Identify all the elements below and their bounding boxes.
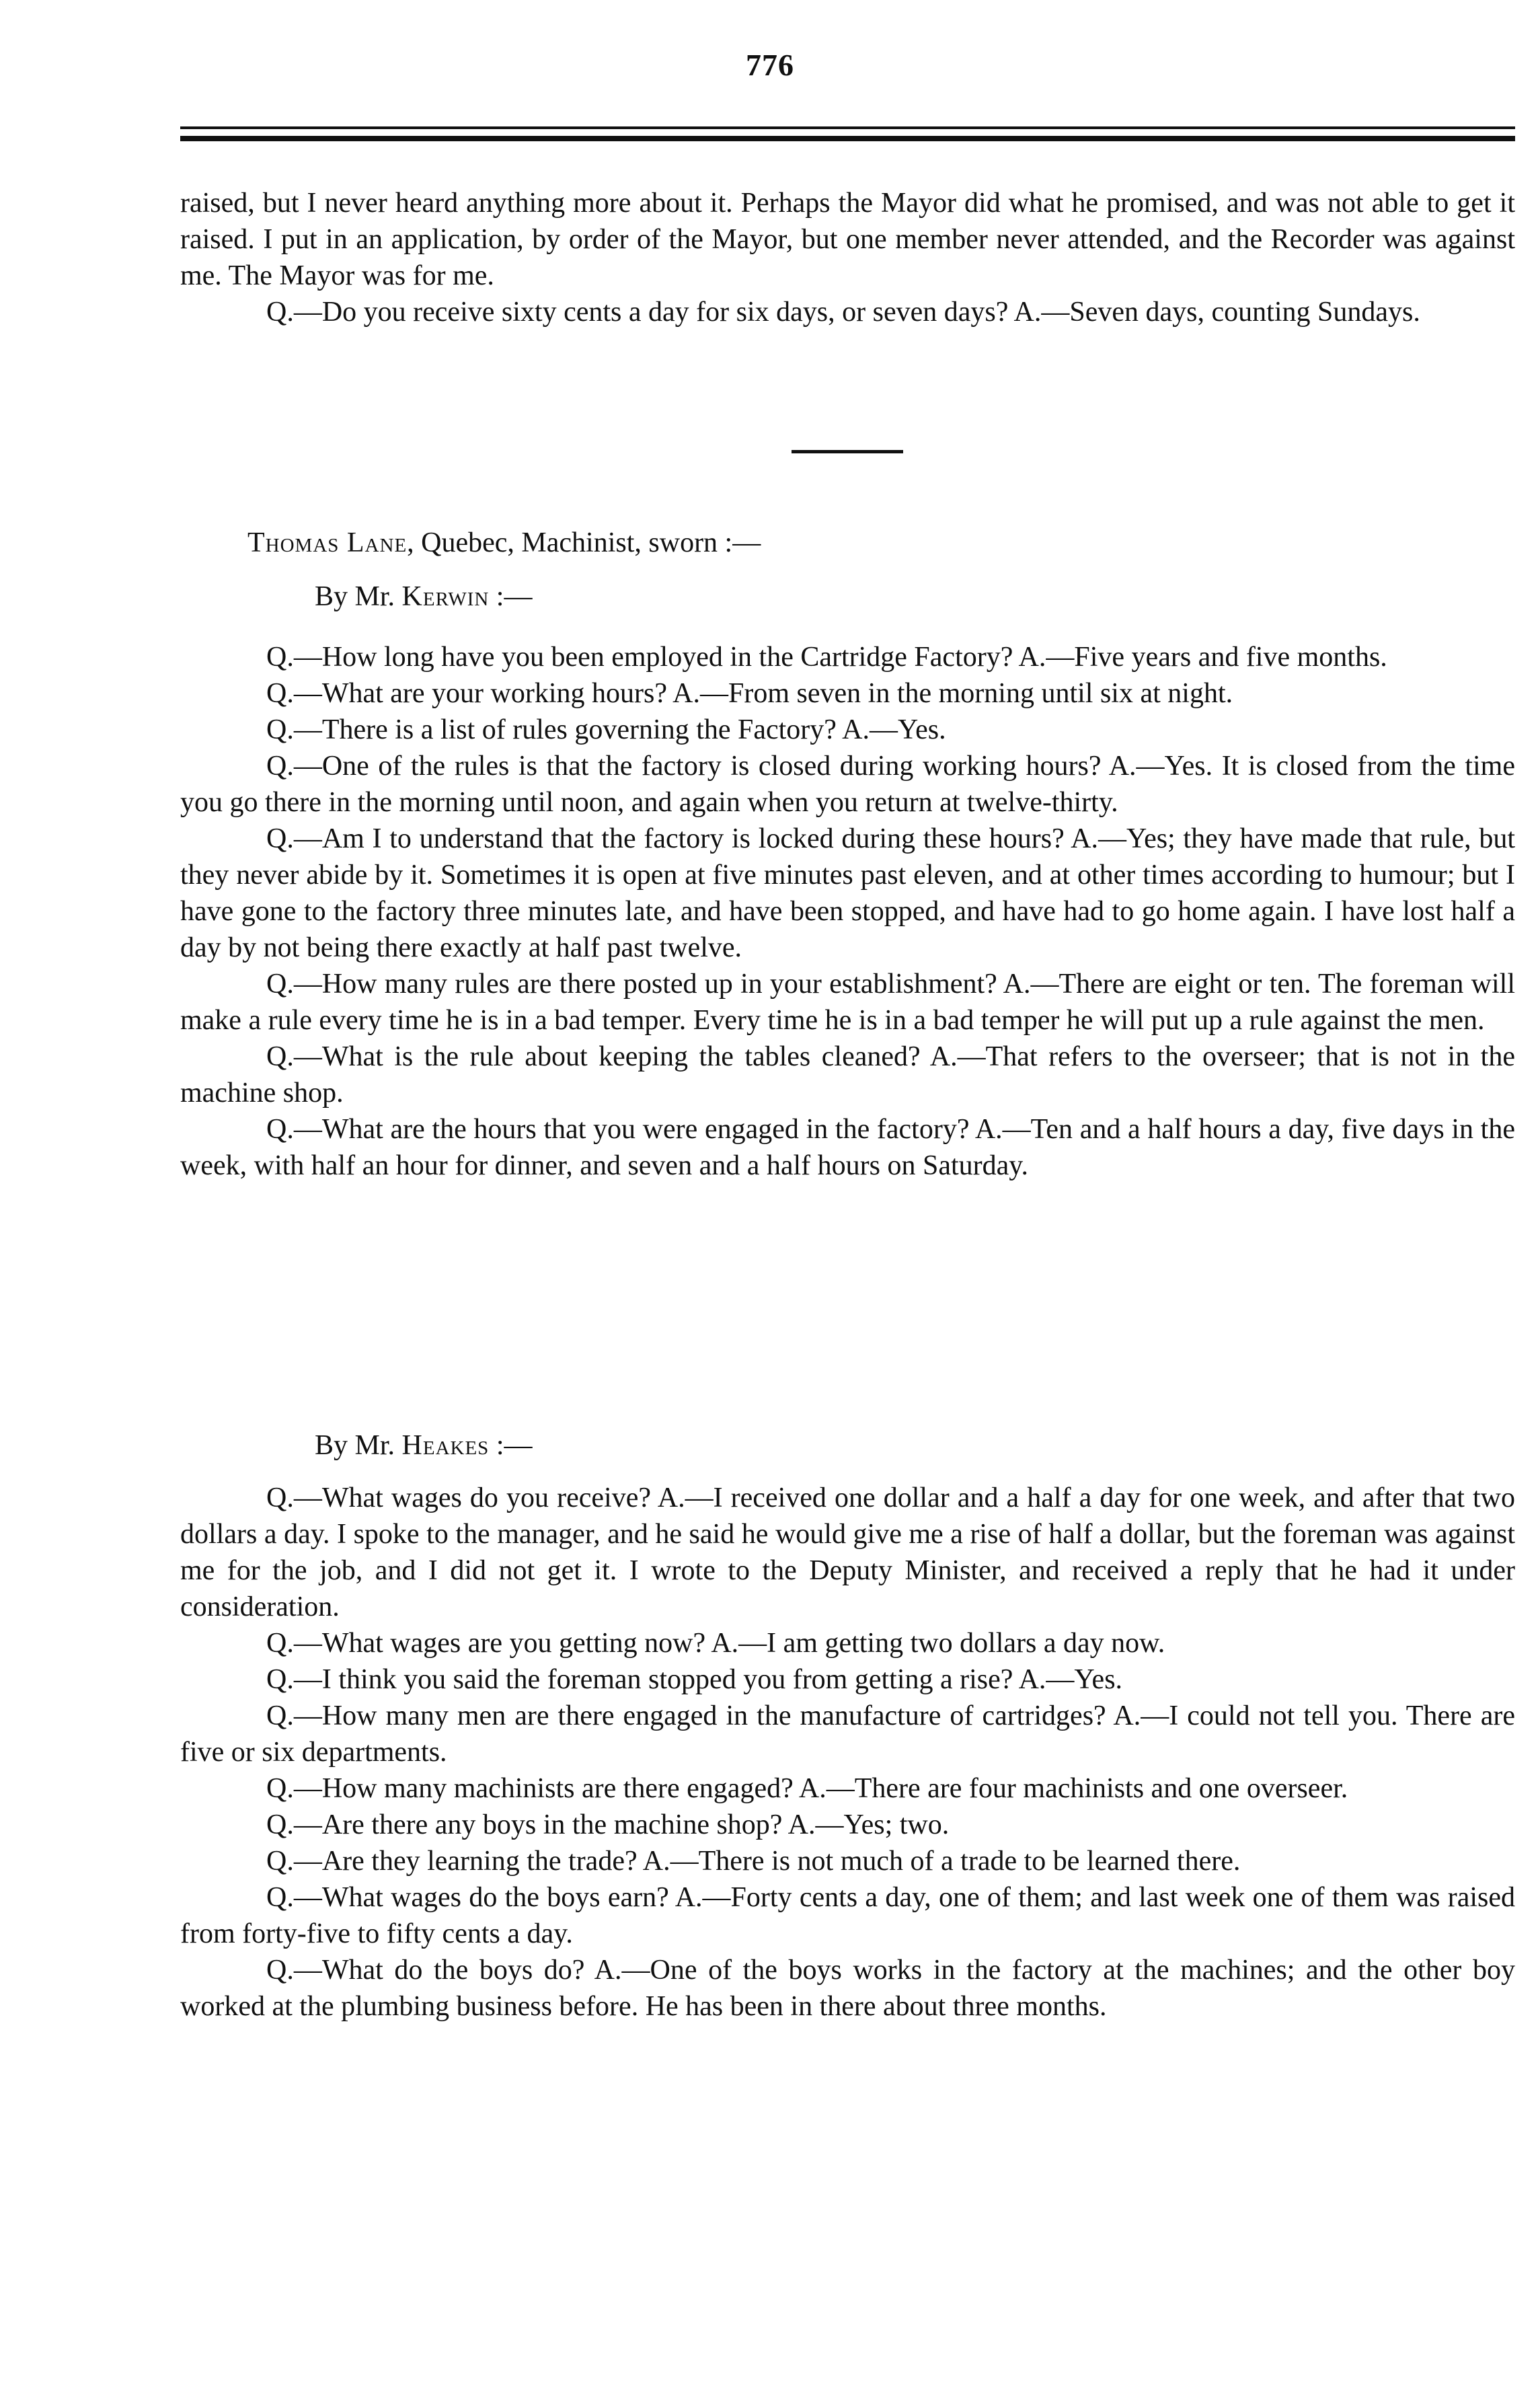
qa-paragraph: Q.—How many rules are there posted up in your establishment? A.—There are eight or ten. The foreman will make a rule every time he is in a bad temper. Every time he is in a bad temper he will put up a rule against the men.: [180, 969, 1515, 1036]
examination-kerwin: [180, 639, 1515, 1184]
examination-heakes: [180, 1480, 1515, 2025]
qa-paragraph: Q.—Am I to understand that the factory is locked during these hours? A.—Yes; they have made that rule, but they never abide by it. Sometimes it is open at five minutes past eleven, and at other times according to humour; but I have gone to the factory three minutes late, and have been stopped, and have had to go home again. I have lost half a day by not being there exactly at half past twelve.: [180, 823, 1515, 963]
paragraph: Q.—Do you receive sixty cents a day for six days, or seven days? A.—Seven days, counting Sundays.: [266, 297, 1420, 328]
header-rule-thin: [180, 126, 1515, 129]
qa-paragraph: Q.—What wages do you receive? A.—I received one dollar and a half a day for one week, and after that two dollars a day. I spoke to the manager, and he said he would give me a rise of half a dollar, but the foreman was against me for the job, and I did not get it. I wrote to the Deputy Minister, and received a reply that he had it under consideration.: [180, 1482, 1515, 1622]
examiner-suffix: :—: [489, 1430, 533, 1461]
examiner-suffix: :—: [489, 581, 533, 612]
qa-paragraph: Q.—What are the hours that you were engaged in the factory? A.—Ten and a half hours a day, five days in the week, with half an hour for dinner, and seven and a half hours on Saturday.: [180, 1114, 1515, 1181]
qa-paragraph: Q.—One of the rules is that the factory is closed during working hours? A.—Yes. It is closed from the time you go there in the morning until noon, and again when you return at twelve-thirty.: [180, 751, 1515, 818]
examiner-header: [315, 578, 532, 615]
qa-paragraph: Q.—I think you said the foreman stopped you from getting a rise? A.—Yes.: [266, 1664, 1123, 1695]
qa-paragraph: Q.—How many machinists are there engaged? A.—There are four machinists and one overseer.: [266, 1773, 1348, 1804]
header-rule-thick: [180, 136, 1515, 141]
witness-name: Thomas Lane: [247, 527, 408, 558]
qa-paragraph: Q.—What wages do the boys earn? A.—Forty cents a day, one of them; and last week one of them was raised from forty-five to fifty cents a day.: [180, 1882, 1515, 1949]
qa-paragraph: Q.—Are they learning the trade? A.—There is not much of a trade to be learned there.: [266, 1846, 1241, 1877]
section-separator: [792, 450, 903, 453]
examiner-prefix: By Mr.: [315, 581, 395, 612]
examiner-prefix: By Mr.: [315, 1430, 395, 1461]
paragraph: raised, but I never heard anything more about it. Perhaps the Mayor did what he promised, and was not able to get it raised. I put in an application, by order of the Mayor, but one member never attended, and the Recorder was against me. The Mayor was for me.: [180, 188, 1515, 291]
qa-paragraph: Q.—What wages are you getting now? A.—I am getting two dollars a day now.: [266, 1628, 1165, 1659]
qa-paragraph: Q.—What is the rule about keeping the tables cleaned? A.—That refers to the overseer; that is not in the machine shop.: [180, 1041, 1515, 1109]
examiner-header: [315, 1427, 532, 1464]
examiner-name: Kerwin: [401, 581, 490, 612]
qa-paragraph: Q.—What do the boys do? A.—One of the boys works in the factory at the machines; and the other boy worked at the plumbing business before. He has been in there about three months.: [180, 1955, 1515, 2022]
witness-details: , Quebec, Machinist, sworn :—: [407, 527, 761, 558]
opening-text: [180, 185, 1515, 330]
qa-paragraph: Q.—Are there any boys in the machine shop? A.—Yes; two.: [266, 1809, 950, 1840]
qa-paragraph: Q.—How many men are there engaged in the manufacture of cartridges? A.—I could not tell you. There are five or six departments.: [180, 1700, 1515, 1768]
qa-paragraph: Q.—There is a list of rules governing the Factory? A.—Yes.: [266, 714, 946, 745]
page-number: 776: [746, 48, 794, 82]
qa-paragraph: Q.—What are your working hours? A.—From seven in the morning until six at night.: [266, 678, 1233, 709]
witness-header: [247, 525, 761, 561]
qa-paragraph: Q.—How long have you been employed in the Cartridge Factory? A.—Five years and five months.: [266, 642, 1387, 673]
examiner-name: Heakes: [401, 1430, 490, 1461]
